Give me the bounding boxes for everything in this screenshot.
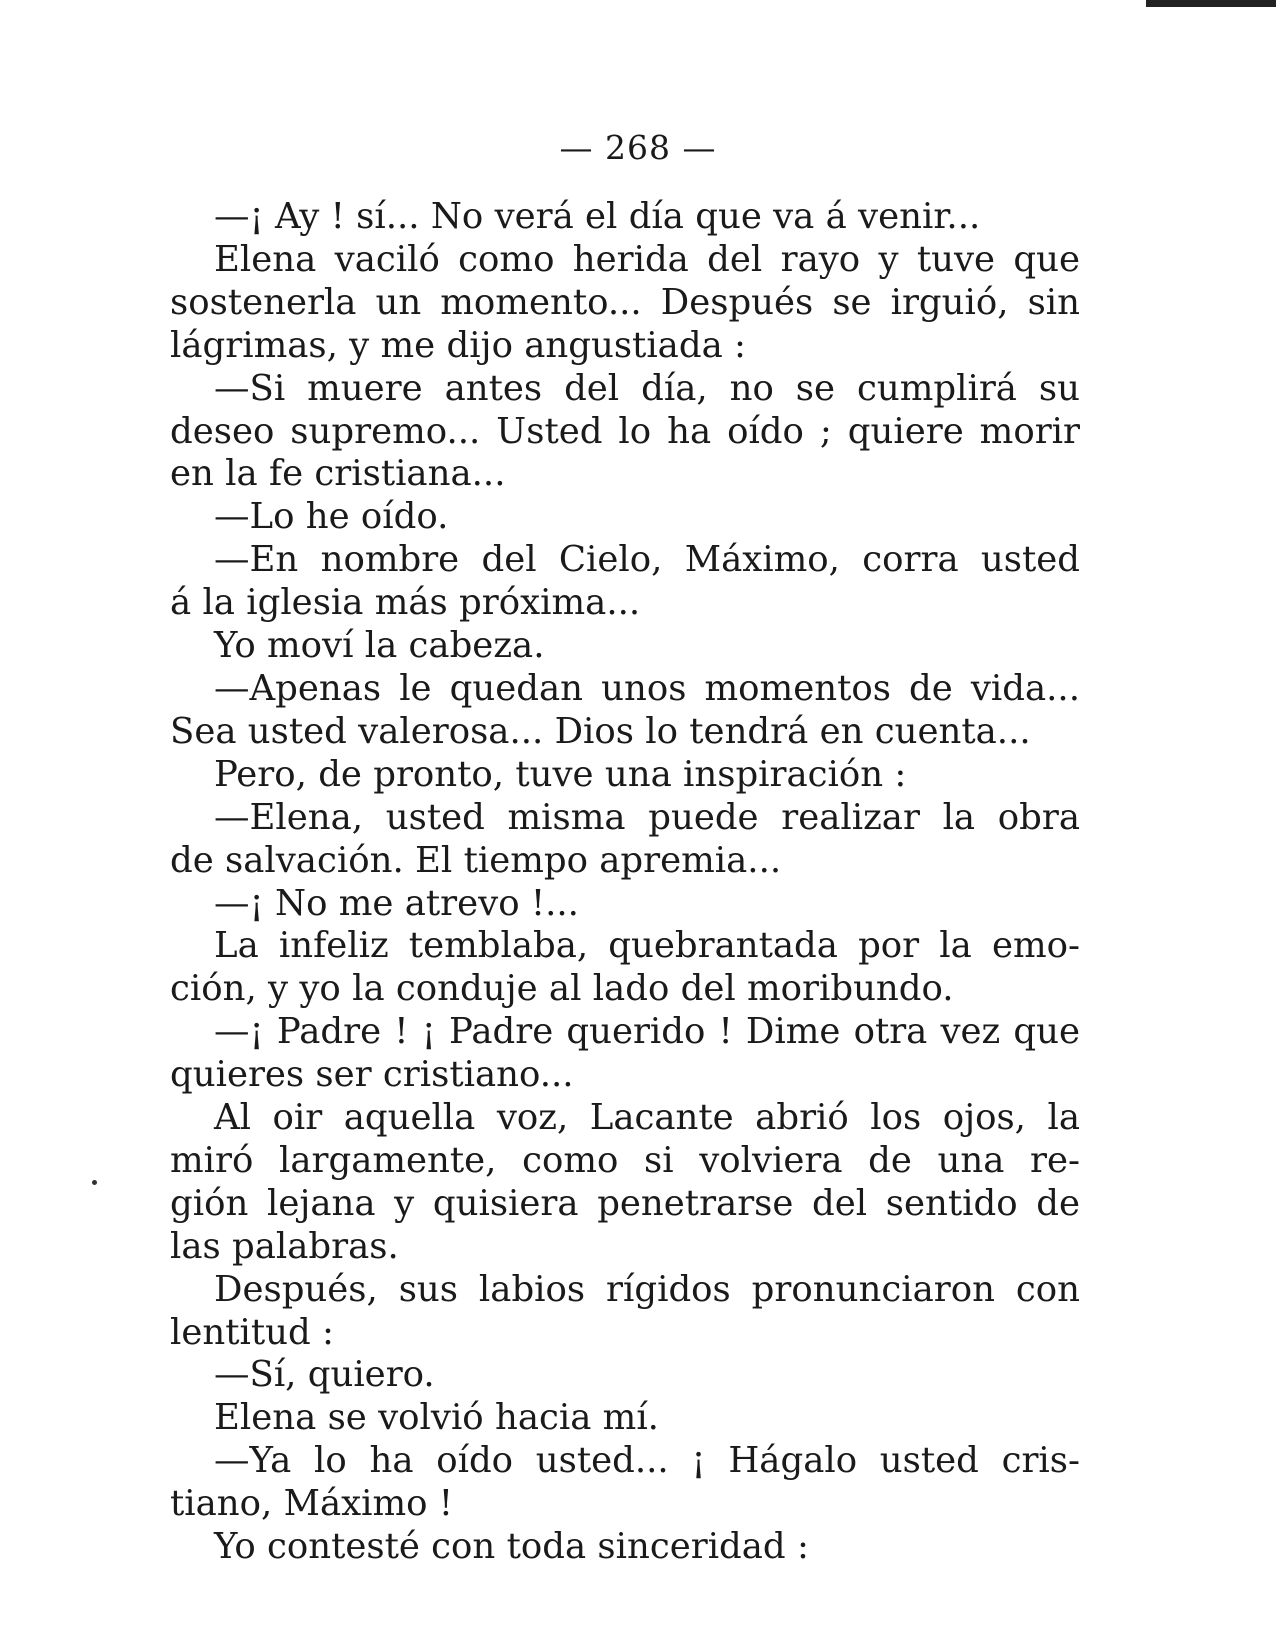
text-line: Al oir aquella voz, Lacante abrió los ojos, la <box>214 1097 1080 1139</box>
text-line: —Elena, usted misma puede realizar la obra <box>214 796 1080 838</box>
text-line: Después, sus labios rígidos pronunciaron con <box>214 1268 1080 1310</box>
text-line: Elena se volvió hacia mí. <box>214 1397 659 1439</box>
text-line: —¡ Ay ! sí... No verá el día que va á venir... <box>214 196 981 237</box>
text-line: Elena vaciló como herida del rayo y tuve que <box>214 238 1080 280</box>
text-line: Yo moví la cabeza. <box>214 625 545 667</box>
text-line: —Si muere antes del día, no se cumplirá su <box>214 367 1080 409</box>
text-line: —Sí, quiero. <box>214 1354 435 1396</box>
text-line: á la iglesia más próxima... <box>170 582 641 624</box>
text-line: —Ya lo ha oído usted... ¡ Hágalo usted cris- <box>214 1440 1080 1482</box>
text-line: —En nombre del Cielo, Máximo, corra usted <box>214 539 1080 581</box>
text-line: de salvación. El tiempo apremia... <box>170 839 782 881</box>
page-number: — 268 — <box>559 128 717 167</box>
text-line: —Lo he oído. <box>214 496 449 538</box>
text-line: en la fe cristiana... <box>170 453 506 495</box>
ink-speck <box>92 1180 97 1185</box>
text-line: sostenerla un momento... Después se irguió, sin <box>170 281 1080 323</box>
text-line: —Apenas le quedan unos momentos de vida... <box>214 667 1080 709</box>
text-line: Pero, de pronto, tuve una inspiración : <box>214 753 907 795</box>
text-line: —¡ No me atrevo !... <box>214 882 579 924</box>
text-line: Sea usted valerosa... Dios lo tendrá en cuenta... <box>170 710 1031 752</box>
text-line: La infeliz temblaba, quebrantada por la emo- <box>214 925 1080 967</box>
text-line: Yo contesté con toda sinceridad : <box>214 1526 809 1568</box>
text-line: tiano, Máximo ! <box>170 1483 454 1525</box>
body-text <box>170 196 1080 1569</box>
text-line: quieres ser cristiano... <box>170 1054 574 1096</box>
text-line: gión lejana y quisiera penetrarse del sentido de <box>170 1182 1080 1224</box>
text-line: —¡ Padre ! ¡ Padre querido ! Dime otra vez que <box>214 1011 1080 1053</box>
text-line: lágrimas, y me dijo angustiada : <box>170 324 746 366</box>
text-line: lentitud : <box>170 1311 334 1353</box>
page-edge-mark <box>1146 0 1276 7</box>
text-line: las palabras. <box>170 1225 399 1267</box>
text-line: deseo supremo... Usted lo ha oído ; quiere morir <box>170 410 1080 452</box>
text-line: ción, y yo la conduje al lado del moribundo. <box>170 968 954 1010</box>
text-line: miró largamente, como si volviera de una re- <box>170 1139 1080 1181</box>
